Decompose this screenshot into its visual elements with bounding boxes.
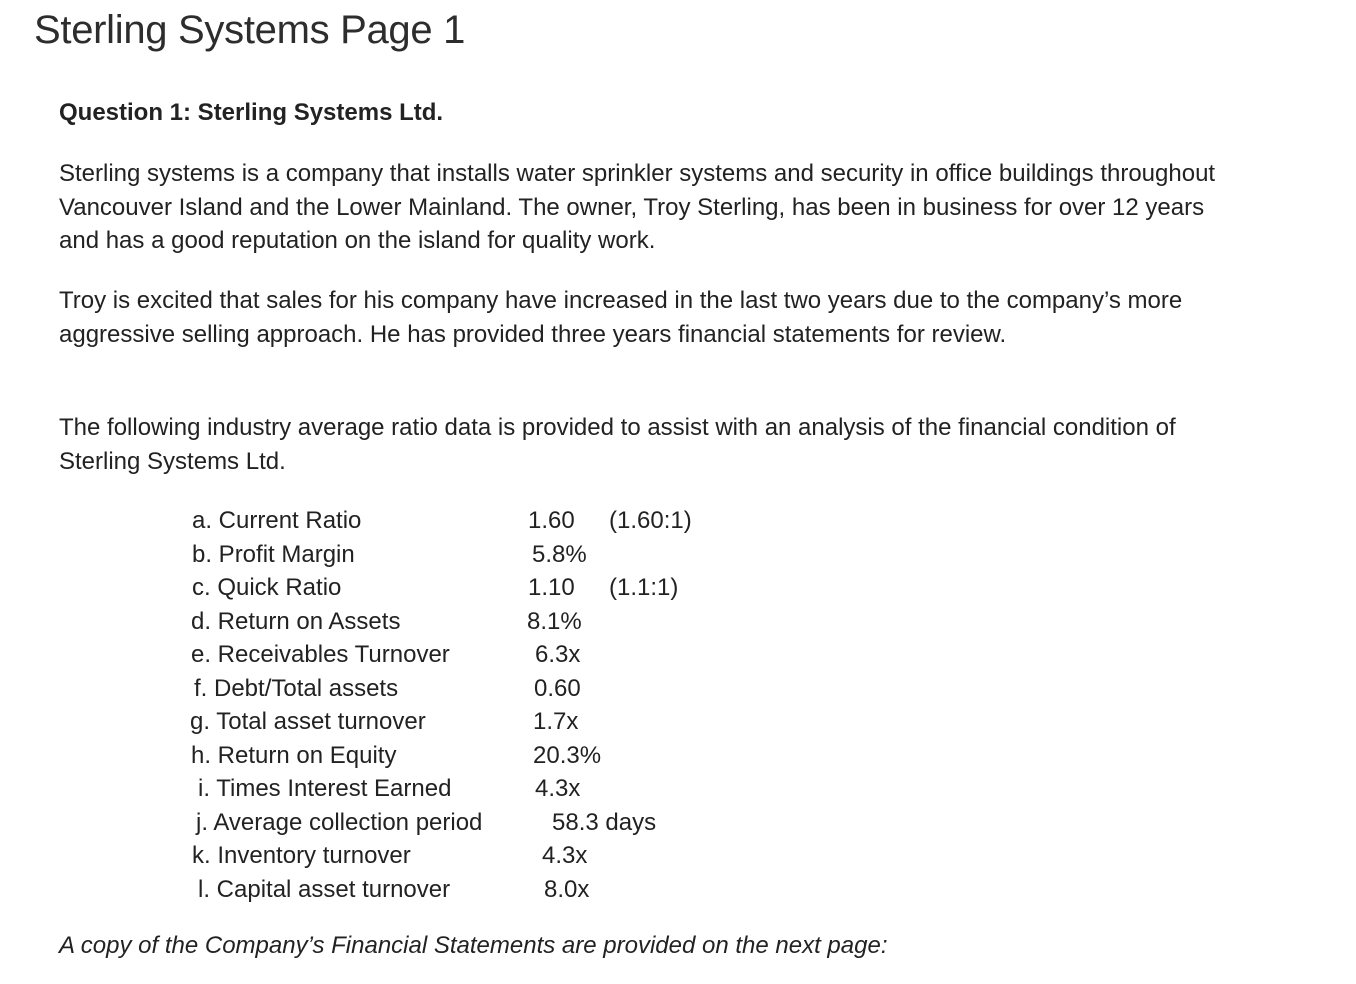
paragraph-industry-ratios-intro: The following industry average ratio data is provided to assist with an analysis of the financial condition of Sterling Systems Ltd. — [59, 414, 1176, 475]
ratio-value: 1.7x — [533, 708, 579, 735]
ratio-value: 8.0x — [544, 875, 590, 903]
ratio-value: 1.10 — [528, 574, 575, 601]
ratio-value: 4.3x — [535, 775, 581, 802]
ratio-label: i. Times Interest Earned — [198, 775, 452, 802]
ratio-label: a. Current Ratio — [192, 507, 362, 534]
ratio-value: 5.8% — [532, 540, 587, 568]
ratio-label: f. Debt/Total assets — [194, 674, 399, 702]
ratio-label: b. Profit Margin — [192, 540, 355, 568]
ratio-value: 20.3% — [533, 741, 602, 769]
ratio-label: l. Capital asset turnover — [198, 875, 451, 903]
question-heading: Question 1: Sterling Systems Ltd. — [59, 99, 444, 126]
ratio-value: 58.3 days — [552, 808, 657, 836]
ratio-value: 0.60 — [534, 674, 581, 702]
ratio-label: d. Return on Assets — [191, 607, 401, 635]
ratio-label: h. Return on Equity — [191, 741, 397, 769]
ratio-label: k. Inventory turnover — [192, 842, 411, 869]
ratio-label: g. Total asset turnover — [190, 708, 426, 735]
ratio-note: (1.60:1) — [609, 507, 692, 534]
paragraph-sales-increase: Troy is excited that sales for his company have increased in the last two years due to the company’s more aggressive selling approach. He has provided three years financial statements for review. — [59, 287, 1183, 348]
question-content — [59, 96, 1239, 959]
ratio-note: (1.1:1) — [609, 574, 679, 601]
ratio-label: j. Average collection period — [196, 808, 483, 836]
ratio-label: c. Quick Ratio — [192, 574, 342, 601]
page-title: Sterling Systems Page 1 — [34, 8, 466, 52]
paragraph-company-description: Sterling systems is a company that installs water sprinkler systems and security in office buildings throughout Vancouver Island and the Lower Mainland. The owner, Troy Sterling, has been in business for over 12 years and has a good reputation on the island for quality work. — [59, 160, 1216, 255]
ratio-value: 8.1% — [527, 607, 582, 635]
ratio-value: 1.60 — [528, 507, 575, 534]
financial-statements-note: A copy of the Company’s Financial Statements are provided on the next page: — [59, 932, 888, 959]
ratio-label: e. Receivables Turnover — [191, 641, 450, 668]
ratio-value: 6.3x — [535, 641, 581, 668]
ratio-value: 4.3x — [542, 842, 588, 869]
